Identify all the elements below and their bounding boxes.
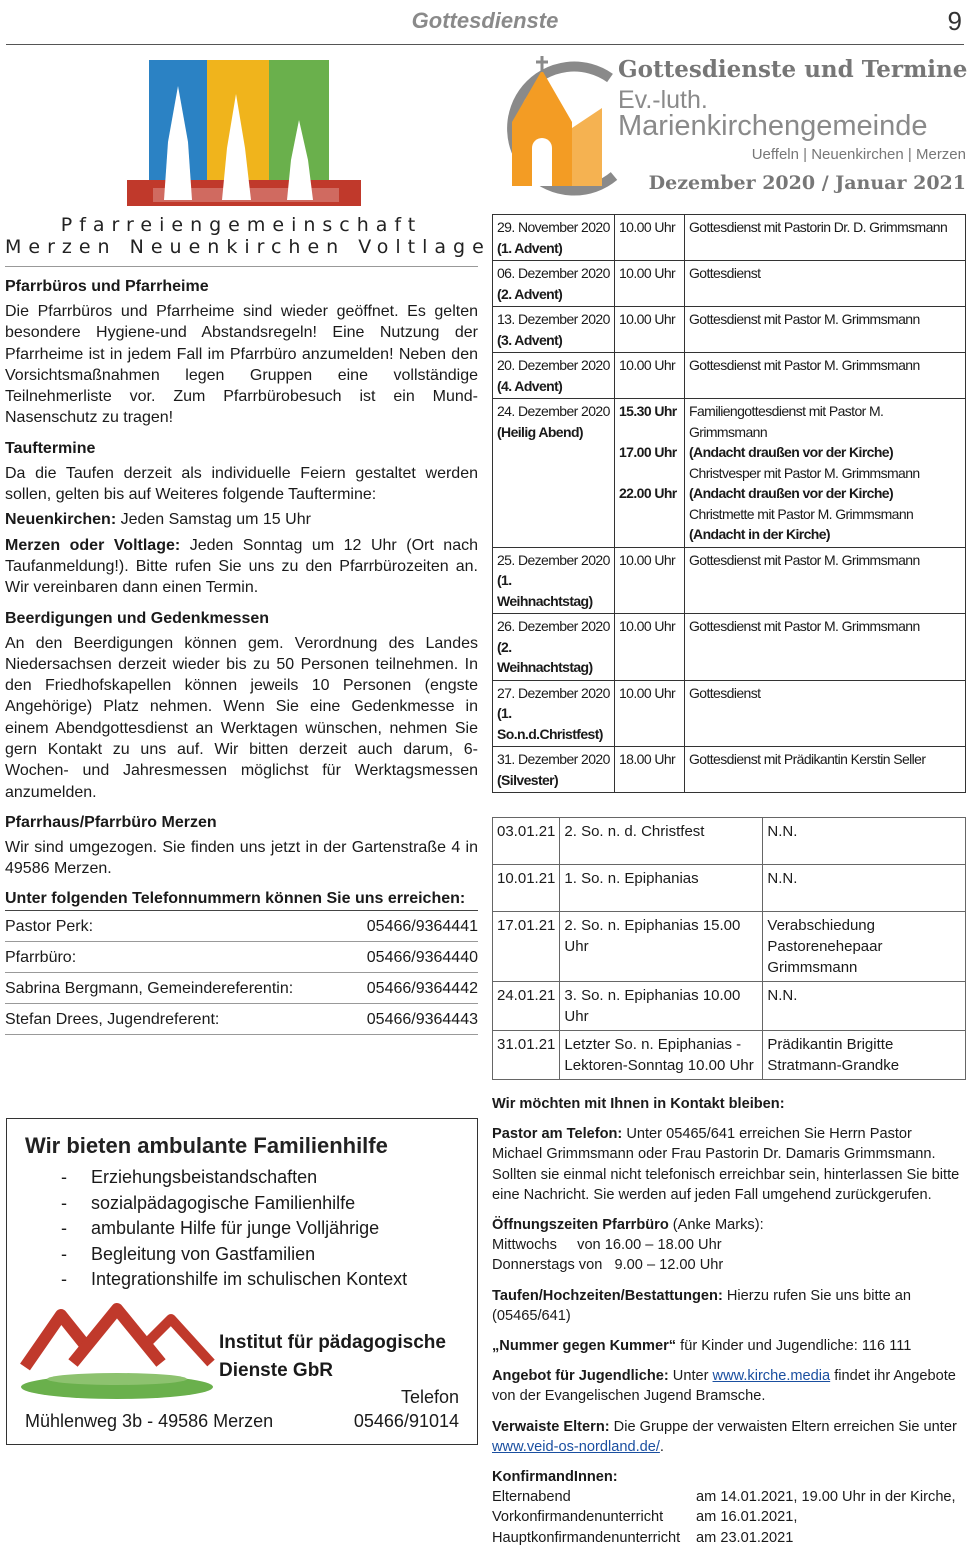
- pg-title-line2: Merzen Neuenkirchen Voltlage: [5, 236, 491, 258]
- institute-name-line2: Dienste GbR: [219, 1360, 334, 1381]
- date: 13. Dezember 2020: [497, 311, 610, 327]
- text: findet ihr Angebote von der Evangelischen Jugend Bramsche.: [492, 1368, 956, 1405]
- table-row: [493, 215, 966, 261]
- list-item: [25, 1165, 461, 1191]
- table-row: [493, 912, 966, 982]
- house-roofs-logo-icon: [21, 1305, 217, 1405]
- spacer: [689, 284, 961, 305]
- occasion: (4. Advent): [497, 377, 563, 394]
- time: 10.00 Uhr: [619, 219, 676, 235]
- ad-list: [25, 1165, 461, 1293]
- time-cell: [615, 547, 685, 614]
- date-cell: [493, 399, 615, 548]
- text: Jeden Sonntag um 12 Uhr (Ort nach Taufanmeldung!). Bitte rufen Sie uns zu den Pfarrbürozeiten an. Wir vereinbaren dann einen Termin.: [5, 536, 478, 597]
- institute-name: [219, 1329, 446, 1385]
- date: 26. Dezember 2020: [497, 618, 610, 634]
- konf-date: am 16.01.2021,: [696, 1509, 798, 1526]
- spacer: [689, 238, 961, 259]
- time-cell: [615, 614, 685, 681]
- section-beerdigungen: [5, 609, 478, 803]
- label: Pastor am Telefon:: [492, 1126, 623, 1143]
- paragraph: Wir sind umgezogen. Sie finden uns jetzt in der Gartenstraße 4 in 49586 Merzen.: [5, 838, 478, 878]
- time: [619, 463, 680, 484]
- section-pfarrhaus: [5, 813, 478, 880]
- event: Gottesdienst mit Pastor M. Grimmsmann: [689, 551, 920, 568]
- time-cell: [615, 353, 685, 399]
- paragraph-merzen-voltlage: [5, 535, 478, 599]
- jan-date-cell: 03.01.21: [493, 818, 560, 865]
- table-row: [493, 818, 966, 865]
- event-cell: [685, 399, 966, 548]
- jan-sunday-cell: 2. So. n. Epiphanias 15.00 Uhr: [560, 912, 763, 982]
- jan-sunday-cell: 1. So. n. Epiphanias: [560, 865, 763, 912]
- label: Merzen oder Voltlage:: [5, 536, 181, 554]
- date: 24. Dezember 2020: [497, 403, 610, 419]
- list-item: [25, 1191, 461, 1217]
- table-row: [493, 865, 966, 912]
- date: 29. November 2020: [497, 219, 610, 235]
- occasion: (1. Advent): [497, 239, 563, 256]
- event: Familiengottesdienst mit Pastor M. Grimmsmann: [689, 403, 884, 440]
- jan-sunday-cell: 3. So. n. Epiphanias 10.00 Uhr: [560, 982, 763, 1031]
- paragraph: Da die Taufen derzeit als individuelle Feiern gestaltet werden sollen, gelten bis auf Weiteres folgende Tauftermine:: [5, 464, 478, 504]
- veid-link[interactable]: www.veid-os-nordland.de/: [492, 1438, 660, 1455]
- label: Öffnungszeiten Pfarrbüro: [492, 1217, 669, 1234]
- date-cell: [493, 353, 615, 399]
- phone-name: Pastor Perk:: [5, 917, 94, 935]
- konf-row: [492, 1487, 966, 1507]
- table-row: [493, 1031, 966, 1080]
- spacer: [689, 570, 961, 591]
- konf-row: [492, 1528, 966, 1548]
- dash: -: [61, 1243, 67, 1264]
- table-row: [493, 982, 966, 1031]
- section-heading: Beerdigungen und Gedenkmessen: [5, 609, 270, 627]
- kirche-media-link[interactable]: www.kirche.media: [712, 1368, 831, 1385]
- list-item: [25, 1267, 461, 1293]
- event: Gottesdienst: [689, 684, 761, 701]
- event-cell: [685, 261, 966, 307]
- phone-label: Telefon: [400, 1387, 459, 1407]
- table-row: [493, 547, 966, 614]
- spacer: [689, 376, 961, 397]
- occasion: (Heilig Abend): [497, 423, 583, 440]
- jugend-info: [492, 1366, 966, 1406]
- phone-row: [5, 973, 478, 1004]
- text: Unter 05465/641 erreichen Sie Herrn Pastor Michael Grimmsmann oder Frau Pastorin Dr. Damaris Grimmsmann. Sollten sie einmal nicht telefonisch erreichbar sein, hinterlassen Sie bitte eine Nachricht. Sie werden auf jeden Fall umgehend zurückgerufen.: [492, 1126, 960, 1203]
- phone-row: [5, 911, 478, 942]
- table-row: [493, 261, 966, 307]
- time-cell: [615, 215, 685, 261]
- time: [619, 504, 680, 525]
- paragraph-neuenkirchen: [5, 509, 478, 530]
- spacer: [689, 637, 961, 658]
- konf-date: am 23.01.2021: [696, 1529, 794, 1546]
- phone-list-heading: Unter folgenden Telefonnummern können Sie uns erreichen:: [5, 890, 478, 911]
- dash: -: [61, 1167, 67, 1187]
- jan-date-cell: 24.01.21: [493, 982, 560, 1031]
- event: Gottesdienst mit Pastor M. Grimmsmann: [689, 618, 920, 634]
- event-cell: [685, 215, 966, 261]
- table-row: [493, 680, 966, 747]
- kummer-info: [492, 1336, 966, 1356]
- january-schedule-table: [492, 817, 966, 1080]
- paragraph: An den Beerdigungen können gem. Verordnung des Landes Niedersachsen derzeit wieder bis zu 50 Personen teilnehmen. In den Friedhofskapellen können jeweils 10 Personen (engste Angehörige) Platz nehmen. Wenn Sie eine Gedenkmesse in einem Abendgottesdienst an Werktagen wünschen, nehmen Sie gern Kontakt zu uns auf. Wir bitten derzeit auch darum, 6-Wochen- und Jahresmessen möglichst für Werktagsmessen anzumelden.: [5, 634, 478, 801]
- date-cell: [493, 307, 615, 353]
- event: Gottesdienst mit Prädikantin Kerstin Seller: [689, 751, 926, 767]
- time: [619, 422, 680, 443]
- time: 10.00 Uhr: [619, 551, 676, 568]
- phone-number: 05466/9364441: [366, 917, 478, 935]
- time: 18.00 Uhr: [619, 751, 676, 767]
- dash: -: [61, 1192, 67, 1213]
- text: Die Gruppe der verwaisten Eltern erreichen Sie unter: [609, 1418, 957, 1435]
- time: 10.00 Uhr: [619, 311, 676, 327]
- time-cell: [615, 307, 685, 353]
- table-row: [493, 307, 966, 353]
- event-cell: [685, 614, 966, 681]
- event-cell: [685, 680, 966, 747]
- jan-who-cell: N.N.: [763, 818, 966, 865]
- time: 17.00 Uhr: [619, 444, 677, 460]
- pastor-telefon: [492, 1124, 966, 1205]
- phone-name: Stefan Drees, Jugendreferent:: [5, 1010, 220, 1028]
- date-cell: [493, 680, 615, 747]
- jan-who-cell: N.N.: [763, 982, 966, 1031]
- marienkirche-logo: [492, 52, 966, 214]
- occasion: (3. Advent): [497, 331, 563, 348]
- jan-sunday-cell: 2. So. n. d. Christfest: [560, 818, 763, 865]
- phone-name: Pfarrbüro:: [5, 948, 77, 966]
- label: Verwaiste Eltern:: [492, 1418, 610, 1435]
- text: Unter: [668, 1368, 713, 1385]
- phone-number: 05466/9364440: [366, 948, 478, 966]
- oeffnungszeiten: [492, 1215, 966, 1276]
- logo-subtitle: Ev.-luth.: [618, 86, 708, 114]
- date-cell: [493, 215, 615, 261]
- december-schedule-table: [492, 214, 966, 793]
- event-cell: [685, 307, 966, 353]
- time-cell: [615, 747, 685, 793]
- date-cell: [493, 261, 615, 307]
- jan-date-cell: 17.01.21: [493, 912, 560, 982]
- konf-event: Hauptkonfirmandenunterricht: [492, 1529, 681, 1546]
- list-item: [25, 1216, 461, 1242]
- date: 25. Dezember 2020: [497, 551, 610, 568]
- dash: -: [61, 1269, 67, 1289]
- section-heading: Pfarrbüros und Pfarrheime: [5, 278, 209, 295]
- time: 10.00 Uhr: [619, 357, 676, 373]
- time-cell: [615, 680, 685, 747]
- jan-date-cell: 31.01.21: [493, 1031, 560, 1080]
- pfarreiengemeinschaft-logo: [123, 60, 423, 206]
- text: .: [659, 1438, 664, 1455]
- date-cell: [493, 614, 615, 681]
- section-tauftermine: [5, 439, 478, 599]
- phone-number: 05466/9364443: [366, 1010, 478, 1028]
- event-cell: [685, 547, 966, 614]
- date: 27. Dezember 2020: [497, 684, 610, 701]
- event: (Andacht draußen vor der Kirche): [689, 485, 894, 501]
- occasion: (1. So.n.d.Christfest): [497, 705, 603, 742]
- konfirmanden-info: [492, 1467, 966, 1548]
- konf-date: am 14.01.2021, 19.00 Uhr in der Kirche,: [696, 1489, 956, 1506]
- phone-name: Sabrina Bergmann, Gemeindereferentin:: [5, 979, 294, 997]
- event: Gottesdienst mit Pastor M. Grimmsmann: [689, 357, 920, 373]
- list-item-text: ambulante Hilfe für junge Volljährige: [91, 1218, 380, 1238]
- jan-who-cell: N.N.: [763, 865, 966, 912]
- section-heading: Tauftermine: [5, 439, 96, 457]
- date: 20. Dezember 2020: [497, 357, 610, 373]
- header-divider: [6, 44, 964, 45]
- paragraph: Die Pfarrbüros und Pfarrheime sind wieder geöffnet. Es gelten besondere Hygiene-und Abstandsregeln! Eine Nutzung der Pfarrheime ist in jedem Fall im Pfarrbüro anzumelden! Neben den Vorsichtsmaßnahmen legen Gruppen eine vollständige Teilnehmerliste vor. Zum Pfarrbürobesuch ist ein Mund-Nasenschutz zu tragen!: [5, 303, 478, 427]
- label: KonfirmandInnen:: [492, 1469, 618, 1486]
- date-cell: [493, 547, 615, 614]
- spacer: [689, 330, 961, 351]
- church-towers-icon: [123, 60, 423, 206]
- section-heading: Pfarrhaus/Pfarrbüro Merzen: [5, 813, 217, 831]
- logo-parish: Marienkirchengemeinde: [618, 110, 928, 142]
- dash: -: [61, 1218, 67, 1238]
- occasion: (Silvester): [497, 771, 559, 788]
- list-item: [25, 1242, 461, 1268]
- phone-row: [5, 942, 478, 973]
- phone-row: [5, 1004, 478, 1035]
- jan-sunday-cell: Letzter So. n. Epiphanias - Lektoren-Sonntag 10.00 Uhr: [560, 1031, 763, 1080]
- event: Gottesdienst mit Pastorin Dr. D. Grimmsmann: [689, 219, 948, 235]
- konf-event: Vorkonfirmandenunterricht: [492, 1509, 664, 1526]
- event: Christvesper mit Pastor M. Grimmsmann: [689, 464, 920, 481]
- table-row: [493, 353, 966, 399]
- list-item-text: Begleitung von Gastfamilien: [91, 1243, 316, 1264]
- date: 06. Dezember 2020: [497, 265, 610, 281]
- heading: Wir möchten mit Ihnen in Kontakt bleiben:: [492, 1096, 785, 1112]
- pg-title-line1: Pfarreiengemeinschaft: [60, 214, 423, 236]
- spacer: [689, 703, 961, 724]
- institute-name-line1: Institut für pädagogische: [219, 1332, 446, 1353]
- ad-title: Wir bieten ambulante Familienhilfe: [25, 1133, 388, 1158]
- text: (Anke Marks):: [668, 1217, 764, 1234]
- right-column: [492, 52, 966, 1548]
- date-cell: [493, 747, 615, 793]
- label: „Nummer gegen Kummer“: [492, 1338, 677, 1355]
- label: Taufen/Hochzeiten/Bestattungen:: [492, 1287, 723, 1304]
- time: 22.00 Uhr: [619, 485, 677, 501]
- time: 10.00 Uhr: [619, 684, 676, 701]
- occasion: (2. Weihnachtstag): [497, 638, 593, 675]
- table-row: [493, 747, 966, 793]
- page-number: 9: [947, 6, 962, 36]
- list-item-text: Integrationshilfe im schulischen Kontext: [91, 1269, 408, 1289]
- label: Angebot für Jugendliche:: [492, 1368, 669, 1385]
- address: Mühlenweg 3b - 49586 Merzen: [25, 1411, 274, 1431]
- time-cell: [615, 399, 685, 548]
- hours-line: Donnerstags von 9.00 – 12.00 Uhr: [492, 1257, 724, 1274]
- jan-who-cell: Verabschiedung Pastorenehepaar Grimmsmann: [763, 912, 966, 982]
- taufen-info: [492, 1286, 966, 1326]
- phone-number: 05466/9364442: [366, 979, 478, 997]
- kontakt-heading: [492, 1094, 966, 1114]
- jan-date-cell: 10.01.21: [493, 865, 560, 912]
- logo-villages: Ueffeln | Neuenkirchen | Merzen: [751, 146, 966, 163]
- hours-line: Mittwochs von 16.00 – 18.00 Uhr: [492, 1237, 722, 1254]
- list-item-text: Erziehungsbeistandschaften: [91, 1167, 318, 1187]
- text: Jeden Samstag um 15 Uhr: [120, 511, 311, 529]
- occasion: (1. Weihnachtstag): [497, 572, 593, 609]
- time: 10.00 Uhr: [619, 265, 676, 281]
- event-cell: [685, 747, 966, 793]
- info-section: [492, 1094, 966, 1548]
- church-logo-icon: [492, 56, 622, 206]
- text: Hierzu rufen Sie uns bitte an (05465/641): [492, 1287, 912, 1324]
- left-column: [5, 60, 491, 1035]
- logo-period: Dezember 2020 / Januar 2021: [648, 172, 966, 194]
- advertisement-familienhilfe: [6, 1118, 478, 1445]
- spacer: [689, 770, 961, 791]
- list-item-text: sozialpädagogische Familienhilfe: [91, 1192, 356, 1213]
- time: 10.00 Uhr: [619, 618, 676, 634]
- verwaiste-eltern-info: [492, 1417, 966, 1457]
- label: Neuenkirchen:: [5, 511, 117, 529]
- section-header: Gottesdienste: [411, 8, 559, 33]
- time: 15.30 Uhr: [619, 403, 677, 419]
- event: Christmette mit Pastor M. Grimmsmann: [689, 505, 914, 522]
- date: 31. Dezember 2020: [497, 751, 610, 767]
- logo-title: Gottesdienste und Termine: [618, 56, 968, 83]
- time-cell: [615, 261, 685, 307]
- table-row: [493, 399, 966, 548]
- event: (Andacht draußen vor der Kirche): [689, 444, 894, 460]
- event: Gottesdienst: [689, 265, 761, 281]
- event: (Andacht in der Kirche): [689, 526, 830, 542]
- konf-row: [492, 1507, 966, 1527]
- jan-who-cell: Prädikantin Brigitte Stratmann-Grandke: [763, 1031, 966, 1080]
- event-cell: [685, 353, 966, 399]
- table-row: [493, 614, 966, 681]
- text: für Kinder und Jugendliche: 116 111: [676, 1338, 912, 1355]
- event: Gottesdienst mit Pastor M. Grimmsmann: [689, 311, 920, 327]
- occasion: (2. Advent): [497, 285, 563, 302]
- divider: [5, 266, 478, 267]
- phone-number: 05466/91014: [353, 1411, 459, 1431]
- section-pfarrbueros: [5, 277, 478, 429]
- konf-event: Elternabend: [492, 1489, 571, 1506]
